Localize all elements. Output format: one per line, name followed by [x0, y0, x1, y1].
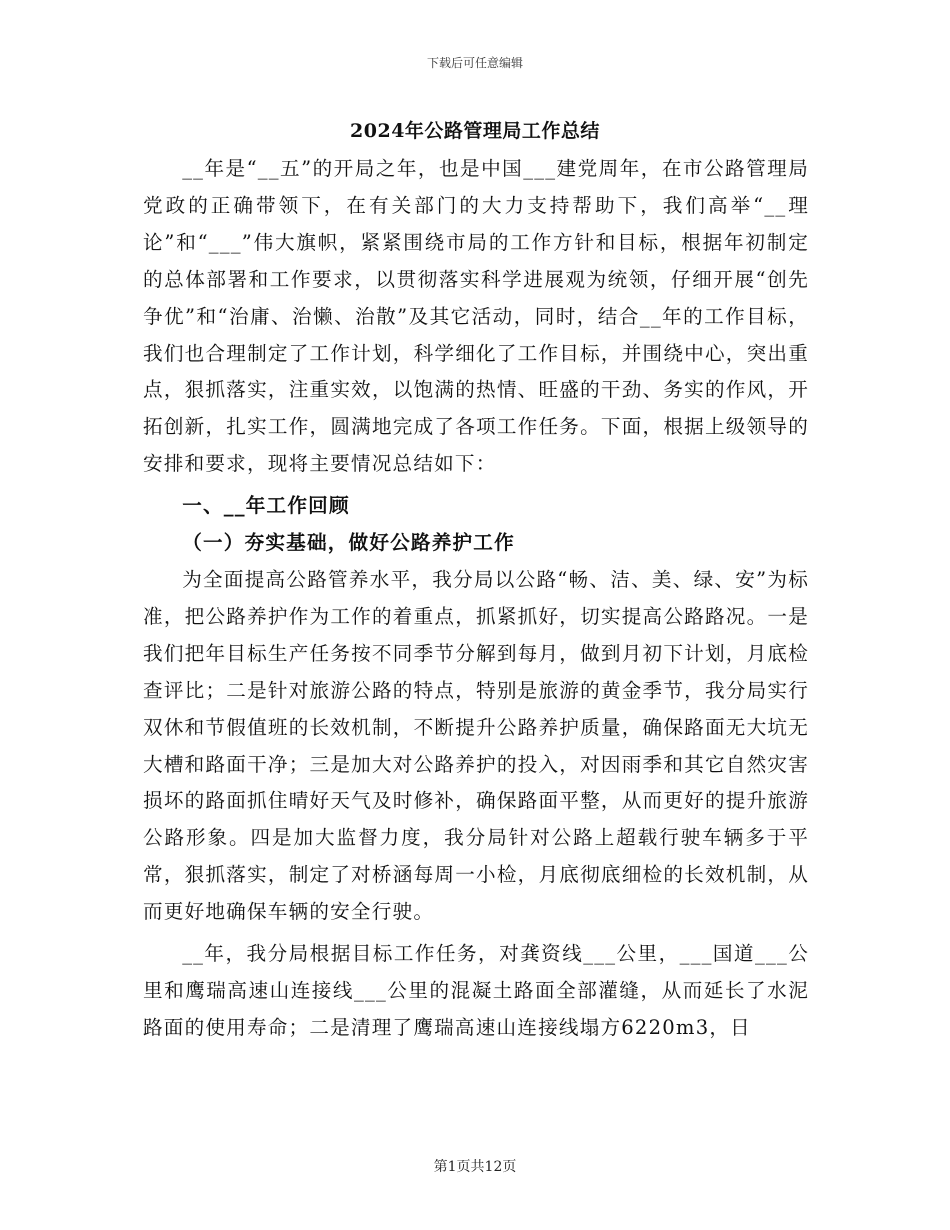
page-number: 第1页共12页 [433, 1159, 517, 1175]
section-heading: 一、__年工作回顾 [182, 494, 350, 518]
page-header-note: 下载后可任意编辑 [426, 56, 523, 70]
maintenance-paragraph: 为全面提高公路管养水平，我分局以公路“畅、洁、美、绿、安”为标准，把公路养护作为工作的着重点，抓紧抓好，切实提高公路路况。一是我们把年目标生产任务按不同季节分解到每月，做到月初下计划，月底检查评比；二是针对旅游公路的特点，特别是旅游的黄金季节，我分局实行双休和节假值班的长效机制，不断提升公路养护质量，确保路面无大坑无大槽和路面干净；三是加大对公路养护的投入，对因雨季和其它自然灾害损坏的路面抓住晴好天气及时修补，确保路面平整，从而更好的提升旅游公路形象。四是加大监督力度，我分局针对公路上超载行驶车辆多于平常，狠抓落实，制定了对桥涵每周一小检，月底彻底细检的长效机制，从而更好地确保车辆的安全行驶。 [143, 567, 809, 924]
subsection-heading: （一）夯实基础，做好公路养护工作 [182, 531, 515, 555]
document-body [143, 151, 809, 1047]
intro-paragraph: __年是“__五”的开局之年，也是中国___建党周年，在市公路管理局党政的正确带领下，在有关部门的大力支持帮助下，我们高举“__理论”和“___”伟大旗帜，紧紧围绕市局的工作方针和目标，根据年初制定的总体部署和工作要求，以贯彻落实科学进展观为统领，仔细开展“创先争优”和“治庸、治懒、治散”及其它活动，同时，结合__年的工作目标，我们也合理制定了工作计划，科学细化了工作目标，并围绕中心，突出重点，狠抓落实，注重实效，以饱满的热情、旺盛的干劲、务实的作风，开拓创新，扎实工作，圆满地完成了各项工作任务。下面，根据上级领导的安排和要求，现将主要情况总结如下： [143, 157, 809, 476]
road-work-paragraph: __年，我分局根据目标工作任务，对龚资线___公里，___国道___公里和鹰瑞高速山连接线___公里的混凝土路面全部灌缝，从而延长了水泥路面的使用寿命；二是清理了鹰瑞高速山连接线塌方6220m3，日 [143, 942, 809, 1039]
document-title: 2024年公路管理局工作总结 [350, 120, 600, 142]
